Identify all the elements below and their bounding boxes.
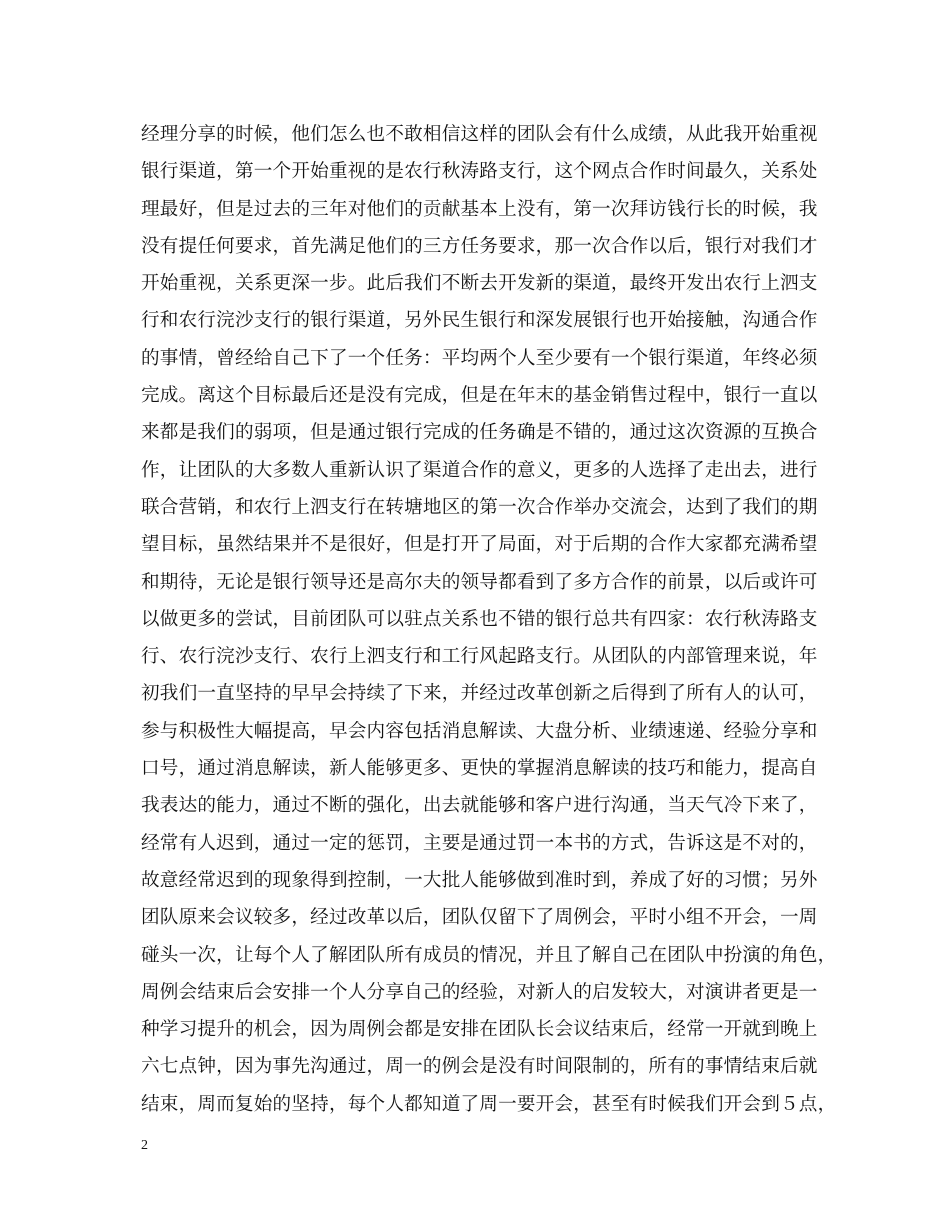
text-line: 完成。离这个目标最后还是没有完成，但是在年末的基金销售过程中，银行一直以 bbox=[141, 385, 818, 407]
text-line: 的事情，曾经给自己下了一个任务：平均两个人至少要有一个银行渠道，年终必须 bbox=[141, 347, 818, 369]
text-line: 种学习提升的机会，因为周例会都是安排在团队长会议结束后，经常一开就到晚上 bbox=[141, 1019, 818, 1041]
text-line: 作，让团队的大多数人重新认识了渠道合作的意义，更多的人选择了走出去，进行 bbox=[141, 459, 818, 481]
text-line: 银行渠道，第一个开始重视的是农行秋涛路支行，这个网点合作时间最久，关系处 bbox=[141, 161, 818, 183]
text-line: 开始重视，关系更深一步。此后我们不断去开发新的渠道，最终开发出农行上泗支 bbox=[141, 273, 818, 295]
text-line: 行和农行浣沙支行的银行渠道，另外民生银行和深发展银行也开始接触，沟通合作 bbox=[141, 310, 818, 332]
text-line: 经理分享的时候，他们怎么也不敢相信这样的团队会有什么成绩，从此我开始重视 bbox=[141, 124, 818, 145]
text-line: 口号，通过消息解读，新人能够更多、更快的掌握消息解读的技巧和能力，提高自 bbox=[141, 758, 818, 780]
text-line: 结束，周而复始的坚持，每个人都知道了周一要开会，甚至有时候我们开会到５点， bbox=[141, 1093, 837, 1115]
text-line: 参与积极性大幅提高，早会内容包括消息解读、大盘分析、业绩速递、经验分享和 bbox=[141, 720, 818, 742]
text-line: 联合营销，和农行上泗支行在转塘地区的第一次合作举办交流会，达到了我们的期 bbox=[141, 496, 818, 518]
page-number: 2 bbox=[141, 1138, 148, 1153]
text-line: 周例会结束后会安排一个人分享自己的经验，对新人的启发较大，对演讲者更是一 bbox=[141, 981, 818, 1003]
text-line: 团队原来会议较多，经过改革以后，团队仅留下了周例会，平时小组不开会，一周 bbox=[141, 907, 818, 929]
body-text bbox=[141, 116, 837, 1123]
text-line: 以做更多的尝试，目前团队可以驻点关系也不错的银行总共有四家：农行秋涛路支 bbox=[141, 608, 818, 630]
text-line: 六七点钟，因为事先沟通过，周一的例会是没有时间限制的，所有的事情结束后就 bbox=[141, 1056, 818, 1078]
text-line: 没有提任何要求，首先满足他们的三方任务要求，那一次合作以后，银行对我们才 bbox=[141, 235, 818, 257]
text-line: 理最好，但是过去的三年对他们的贡献基本上没有，第一次拜访钱行长的时候，我 bbox=[141, 198, 818, 220]
text-line: 来都是我们的弱项，但是通过银行完成的任务确是不错的，通过这次资源的互换合 bbox=[141, 422, 818, 444]
text-line: 我表达的能力，通过不断的强化，出去就能够和客户进行沟通，当天气冷下来了， bbox=[141, 795, 818, 817]
text-line: 故意经常迟到的现象得到控制，一大批人能够做到准时到，养成了好的习惯；另外 bbox=[141, 869, 818, 891]
text-line: 行、农行浣沙支行、农行上泗支行和工行风起路支行。从团队的内部管理来说，年 bbox=[141, 646, 818, 668]
text-line: 经常有人迟到，通过一定的惩罚，主要是通过罚一本书的方式，告诉这是不对的， bbox=[141, 832, 818, 854]
text-line: 碰头一次，让每个人了解团队所有成员的情况，并且了解自己在团队中扮演的角色， bbox=[141, 944, 837, 966]
text-line: 和期待，无论是银行领导还是高尔夫的领导都看到了多方合作的前景，以后或许可 bbox=[141, 571, 818, 593]
text-line: 初我们一直坚持的早早会持续了下来，并经过改革创新之后得到了所有人的认可， bbox=[141, 683, 818, 705]
text-line: 望目标，虽然结果并不是很好，但是打开了局面，对于后期的合作大家都充满希望 bbox=[141, 534, 818, 556]
